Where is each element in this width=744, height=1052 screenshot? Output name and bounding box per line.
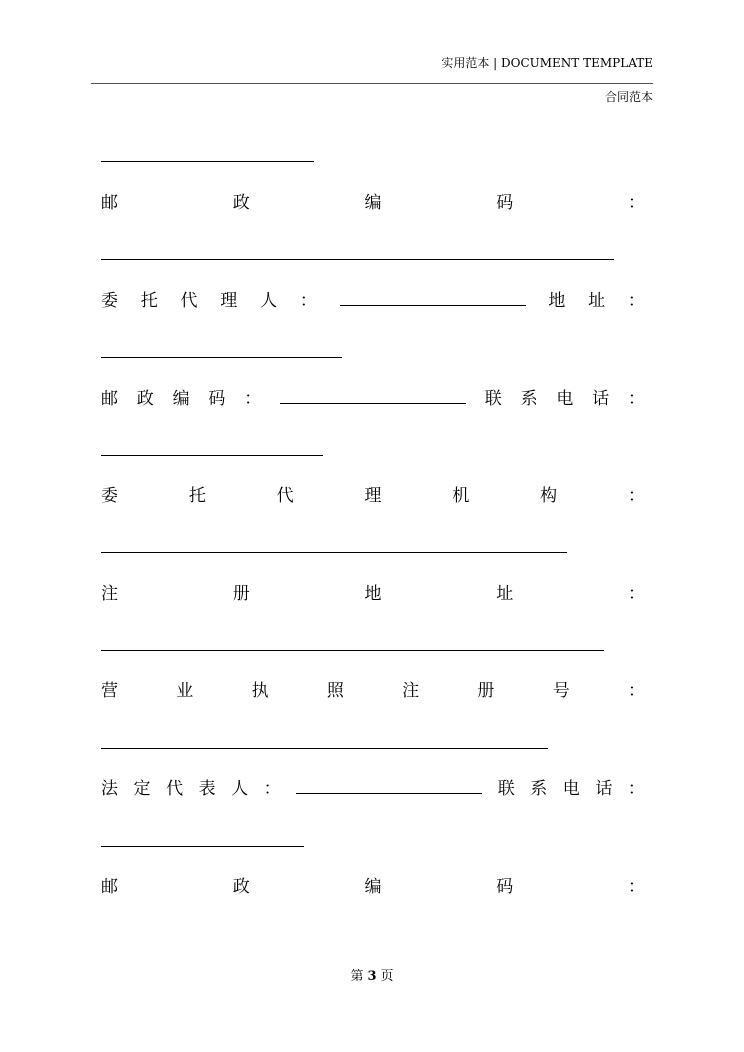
field-char: ：: [627, 681, 645, 701]
field-char: 码: [496, 877, 514, 897]
field-char: 理: [364, 486, 382, 506]
header-divider: [91, 83, 653, 84]
field-char: ：: [299, 291, 317, 311]
field-char: 话: [595, 779, 613, 799]
field-char: ：: [627, 389, 645, 409]
field-char: 号: [552, 681, 570, 701]
field-char: 联: [497, 779, 515, 799]
fill-in-blank: [101, 357, 342, 358]
fill-in-blank: [101, 259, 614, 260]
field-char: 址: [588, 291, 606, 311]
field-char: ：: [627, 779, 645, 799]
fill-in-blank: [101, 552, 567, 553]
field-postal-code-and-phone: [101, 389, 645, 409]
fill-in-blank: [101, 455, 323, 456]
fill-in-blank: [280, 389, 466, 404]
field-char: 营: [101, 681, 118, 701]
field-char: 托: [140, 291, 158, 311]
field-char: 编: [364, 877, 382, 897]
field-char: 话: [592, 389, 610, 409]
field-char: 政: [232, 193, 250, 213]
field-char: 联: [484, 389, 502, 409]
fill-in-blank: [101, 748, 548, 749]
field-char: 人: [260, 291, 278, 311]
field-char: 业: [176, 681, 194, 701]
field-char: 人: [231, 779, 249, 799]
page-number: [0, 965, 744, 984]
field-char: 政: [232, 877, 250, 897]
fill-in-blank: [101, 161, 314, 162]
field-char: 地: [364, 584, 382, 604]
field-legal-representative-and-phone: [101, 779, 645, 799]
fill-in-blank: [296, 779, 482, 794]
field-char: 托: [188, 486, 206, 506]
field-char: 编: [364, 193, 382, 213]
field-char: ：: [627, 486, 645, 506]
field-char: 定: [133, 779, 151, 799]
field-agent-and-address: [101, 291, 645, 311]
field-postal-code: [101, 877, 645, 897]
page-suffix: 页: [380, 969, 394, 984]
field-business-license-number: [101, 681, 645, 701]
field-char: ：: [627, 291, 645, 311]
field-char: 委: [101, 486, 118, 506]
field-char: 邮: [101, 193, 118, 213]
fill-in-blank: [101, 846, 304, 847]
field-char: ：: [628, 584, 645, 604]
field-char: ：: [628, 193, 645, 213]
field-char: 注: [101, 584, 118, 604]
field-char: 执: [251, 681, 269, 701]
field-char: 电: [562, 779, 580, 799]
field-char: 编: [172, 389, 190, 409]
field-char: 法: [101, 779, 118, 799]
fill-in-blank: [340, 291, 526, 306]
field-char: ：: [263, 779, 281, 799]
field-char: 系: [520, 389, 538, 409]
page-number-value: 3: [367, 969, 377, 984]
field-char: 代: [276, 486, 294, 506]
header-title: 实用范本 | DOCUMENT TEMPLATE: [441, 56, 653, 70]
field-char: 邮: [101, 389, 118, 409]
field-char: 理: [220, 291, 238, 311]
field-char: 代: [166, 779, 184, 799]
field-char: 照: [326, 681, 344, 701]
field-char: 册: [232, 584, 250, 604]
field-char: 注: [402, 681, 420, 701]
field-registered-address: [101, 584, 645, 604]
field-char: 地: [548, 291, 566, 311]
field-char: 构: [540, 486, 558, 506]
fill-in-blank: [101, 650, 604, 651]
field-char: 表: [198, 779, 216, 799]
field-char: 册: [477, 681, 495, 701]
field-char: 委: [101, 291, 118, 311]
field-char: 代: [180, 291, 198, 311]
field-char: 码: [208, 389, 226, 409]
field-char: 码: [496, 193, 514, 213]
field-char: 机: [452, 486, 470, 506]
page-prefix: 第: [350, 969, 364, 984]
field-char: 政: [136, 389, 154, 409]
field-char: 电: [556, 389, 574, 409]
field-char: 址: [496, 584, 514, 604]
field-char: 邮: [101, 877, 118, 897]
field-postal-code: [101, 193, 645, 213]
field-char: ：: [628, 877, 645, 897]
field-char: 系: [530, 779, 548, 799]
field-agency: [101, 486, 645, 506]
header-subtitle: 合同范本: [604, 90, 653, 104]
field-char: ：: [244, 389, 262, 409]
